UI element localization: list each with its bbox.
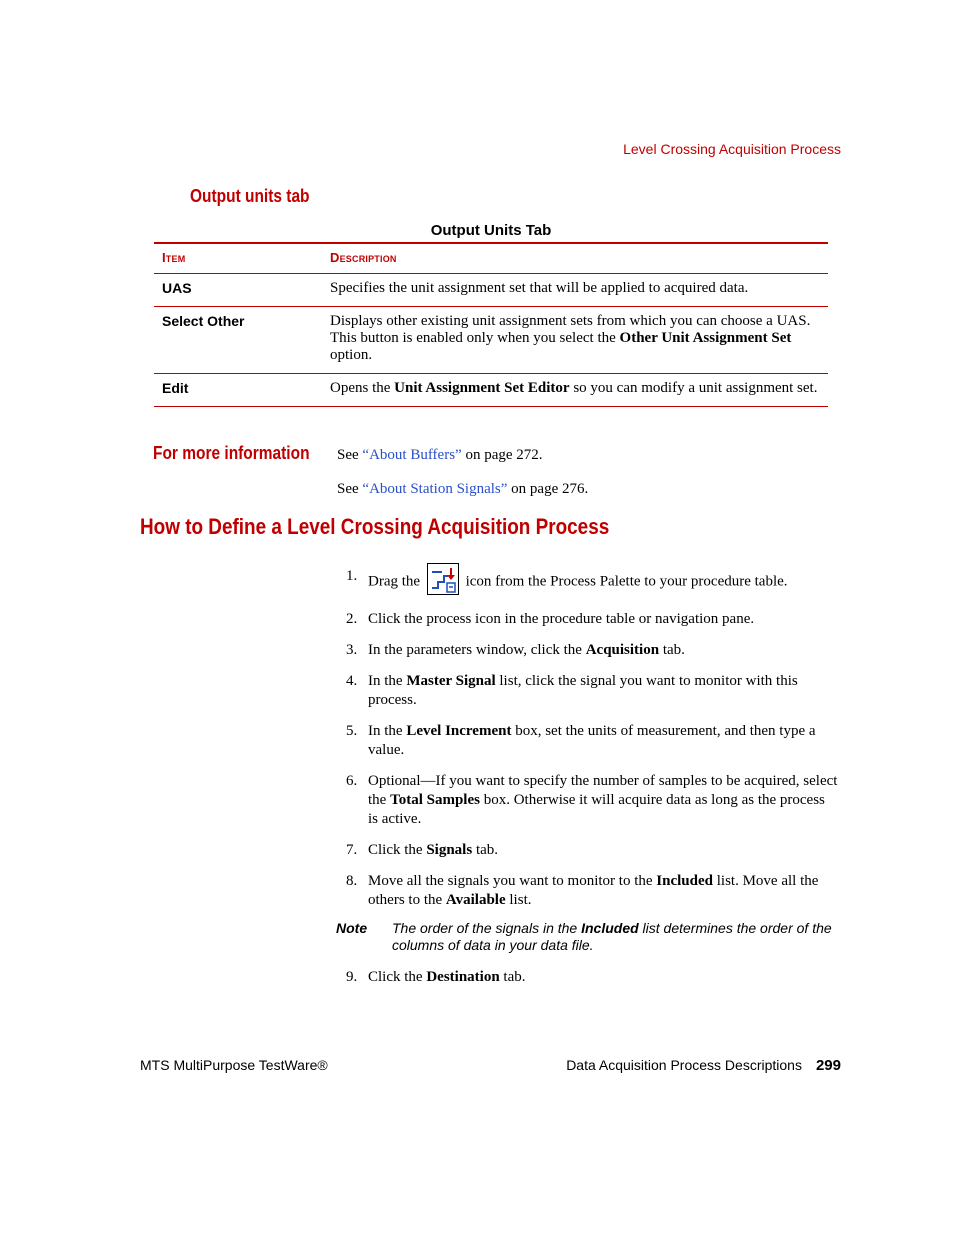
running-head: Level Crossing Acquisition Process xyxy=(623,141,841,157)
reference-station-signals: See “About Station Signals” on page 276. xyxy=(337,481,589,497)
step-item: 8. Move all the signals you want to monitor to the Included list. Move all the others to the Available list. xyxy=(346,873,819,908)
table-row xyxy=(154,374,828,407)
table-title: Output Units Tab xyxy=(430,222,552,239)
row-description: Opens the Unit Assignment Set Editor so you can modify a unit assignment set. xyxy=(322,374,828,407)
table-row xyxy=(154,307,828,374)
more-info-heading: For more information xyxy=(153,443,310,463)
column-header-description: Description xyxy=(322,243,828,274)
level-crossing-process-icon xyxy=(427,563,459,595)
step-item: 9. Click the Destination tab. xyxy=(346,969,526,985)
output-units-heading: Output units tab xyxy=(190,186,310,206)
table-row xyxy=(154,274,828,307)
step-item: 5. In the Level Increment box, set the units of measurement, and then type a value. xyxy=(346,723,816,758)
row-description: Displays other existing unit assignment sets from which you can choose a UAS. This button is enabled only when you select the Other Unit Assignment Set option. xyxy=(322,307,828,374)
step-item: 3. In the parameters window, click the Acquisition tab. xyxy=(346,642,685,658)
about-station-signals-link[interactable]: “About Station Signals” xyxy=(362,481,508,497)
row-item: Select Other xyxy=(154,307,322,374)
column-header-item: Item xyxy=(154,243,322,274)
about-buffers-link[interactable]: “About Buffers” xyxy=(362,447,462,463)
reference-buffers: See “About Buffers” on page 272. xyxy=(337,447,543,463)
row-item: Edit xyxy=(154,374,322,407)
step-item: 2. Click the process icon in the procedure table or navigation pane. xyxy=(346,611,755,627)
step-item: 4. In the Master Signal list, click the signal you want to monitor with this process. xyxy=(346,673,798,708)
output-units-table xyxy=(154,242,828,407)
footer-chapter-title: Data Acquisition Process Descriptions xyxy=(566,1057,802,1073)
how-to-heading: How to Define a Level Crossing Acquisition Process xyxy=(140,514,610,539)
step-item: 1. Drag the icon from the Process Palette to your procedure table. xyxy=(338,566,838,598)
footer-product-name: MTS MultiPurpose TestWare® xyxy=(140,1057,328,1073)
note: Note The order of the signals in the Included list determines the order of the columns of data in your data file. xyxy=(336,920,832,953)
row-item: UAS xyxy=(162,280,192,296)
procedure-steps xyxy=(338,566,838,999)
step-item: 7. Click the Signals tab. xyxy=(346,842,499,858)
row-description: Specifies the unit assignment set that will be applied to acquired data. xyxy=(330,280,749,296)
note-label: Note xyxy=(336,920,368,936)
page-number: 299 xyxy=(815,1057,841,1074)
step-item: 6. Optional—If you want to specify the number of samples to be acquired, select the Total Samples box. Otherwise it will acquire data as long as the process is active. xyxy=(346,773,838,827)
footer-chapter xyxy=(566,1057,841,1074)
